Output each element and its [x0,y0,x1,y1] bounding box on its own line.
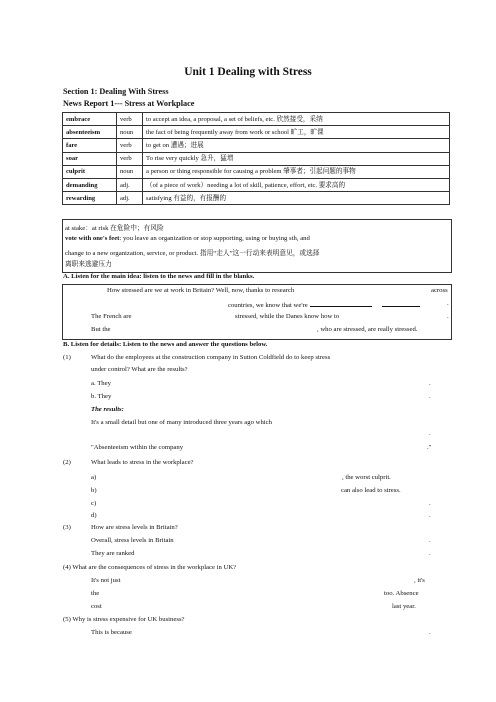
answer-5a: This is because [91,629,132,636]
period: . [447,300,449,307]
answer-4b: the [91,590,100,597]
news-report-heading: News Report 1--- Stress at Workplace [63,99,195,108]
results-line2: "Absenteeism within the company [91,444,184,451]
vocab-word: culprit [63,165,117,178]
answer-3b: They are ranked [91,550,135,557]
phrases-box [62,219,452,273]
part-b-heading: B. Listen for details: Listen to the news and answer the questions below. [63,341,268,348]
answer-2b-end: can also lead to stress. [341,487,401,494]
page-title: Unit 1 Dealing with Stress [184,66,312,78]
part-a-line3a: The French are [91,313,132,320]
phrase-at-stake: at stake：at risk 在危险中；有风险 [65,225,164,232]
vocab-row [63,126,450,139]
section-heading: Section 1: Dealing With Stress [63,87,169,96]
phrase-vote-with-feet: vote with one's feet: you leave an organization or stop supporting, using or buying sth, and [65,235,310,242]
question-number: (2) [63,459,71,466]
answer-2d: d) [91,512,97,519]
vocab-word: soar [63,152,117,165]
period: . [429,537,431,544]
answer-1b: b. They [91,393,112,400]
quote-end: ." [427,444,432,451]
question-3: How are stress levels in Britain? [91,524,178,531]
vocab-definition: to get on 遭遇；进展 [143,139,450,152]
vocab-row [63,178,450,191]
vocab-word: absenteeism [63,126,117,139]
blank[interactable] [382,300,420,307]
vocab-definition: the fact of being frequently away from work or school 旷工，旷课 [143,126,450,139]
part-a-line1-end: across [431,287,448,294]
vocab-pos: verb [117,139,143,152]
answer-2c: c) [91,500,97,507]
answer-4a: It's not just [91,577,121,584]
vocab-row [63,165,450,178]
period: . [429,512,431,519]
part-a-line3b: stressed, while the Danes know how to [235,313,340,320]
question-4: (4) What are the consequences of stress in the workplace in UK? [63,564,237,571]
question-number: (1) [63,354,71,361]
vocab-row [63,113,450,126]
vocab-row [63,192,450,205]
vocab-word: fare [63,139,117,152]
period: . [429,500,431,507]
vocab-definition: satisfying 有益的，有报酬的 [143,192,450,205]
results-line1: It's a small detail but one of many introduced three years ago which [91,419,272,426]
question-number: (3) [63,524,71,531]
vocab-row [63,139,450,152]
results-label: The results: [91,406,124,413]
part-a-line2: countries, we know that we're [228,300,420,309]
answer-2a-end: , the worst culprit. [342,474,391,481]
vocab-row [63,152,450,165]
part-a-line1: How stressed are we at work in Britain? Well, now, thanks to research [107,287,295,294]
vocab-pos: verb [117,152,143,165]
vocab-pos: adj. [117,192,143,205]
answer-2a: a) [91,474,97,481]
period: . [429,393,431,400]
answer-4c-end: last year. [392,603,416,610]
vocab-pos: noun [117,165,143,178]
question-1-cont: under control? What are the results? [91,366,188,373]
vocab-pos: adj. [117,178,143,191]
period: . [429,380,431,387]
period: . [429,550,431,557]
period: . [429,430,431,437]
answer-1a: a. They [91,380,111,387]
vocab-definition: To rise very quickly 急升，猛增 [143,152,450,165]
vocab-word: rewarding [63,192,117,205]
period: . [447,313,449,320]
vocab-definition: to accept an idea, a proposal, a set of beliefs, etc. 欣然接受，采纳 [143,113,450,126]
question-5: (5) Why is stress expensive for UK business? [63,616,185,623]
period: . [429,629,431,636]
vocab-word: embrace [63,113,117,126]
question-1: What do the employees at the construction company in Sutton Coldfield do to keep stress [91,354,331,361]
vocabulary-table [62,112,450,205]
blank[interactable] [310,300,372,307]
part-a-box [62,284,452,340]
answer-2b: b) [91,487,97,494]
vocab-definition: a person or thing responsible for causing a problem 肇事者；引起问题的事物 [143,165,450,178]
vocab-definition: （of a piece of work）needing a lot of skill, patience, effort, etc. 要求高的 [143,178,450,191]
answer-4a-end: , it's [414,577,425,584]
part-a-line4b: , who are stressed, are really stressed. [317,326,418,333]
vocab-pos: verb [117,113,143,126]
phrase-vote-line3: 离职来逃避压力 [65,261,112,268]
answer-4c: cost [91,603,102,610]
question-2: What leads to stress in the workplace? [91,459,194,466]
vocab-pos: noun [117,126,143,139]
phrase-vote-line2: change to a new organization, service, or product. 指用“走人”这一行动来表明意见，或选择 [65,250,320,257]
part-a-line4a: But the [91,326,111,333]
answer-3a: Overall, stress levels in Britain [91,537,174,544]
part-a-heading: A. Listen for the main idea: listen to the news and fill in the blanks. [63,273,255,280]
vocab-word: demanding [63,178,117,191]
answer-4b-end: too. Absence [384,590,419,597]
